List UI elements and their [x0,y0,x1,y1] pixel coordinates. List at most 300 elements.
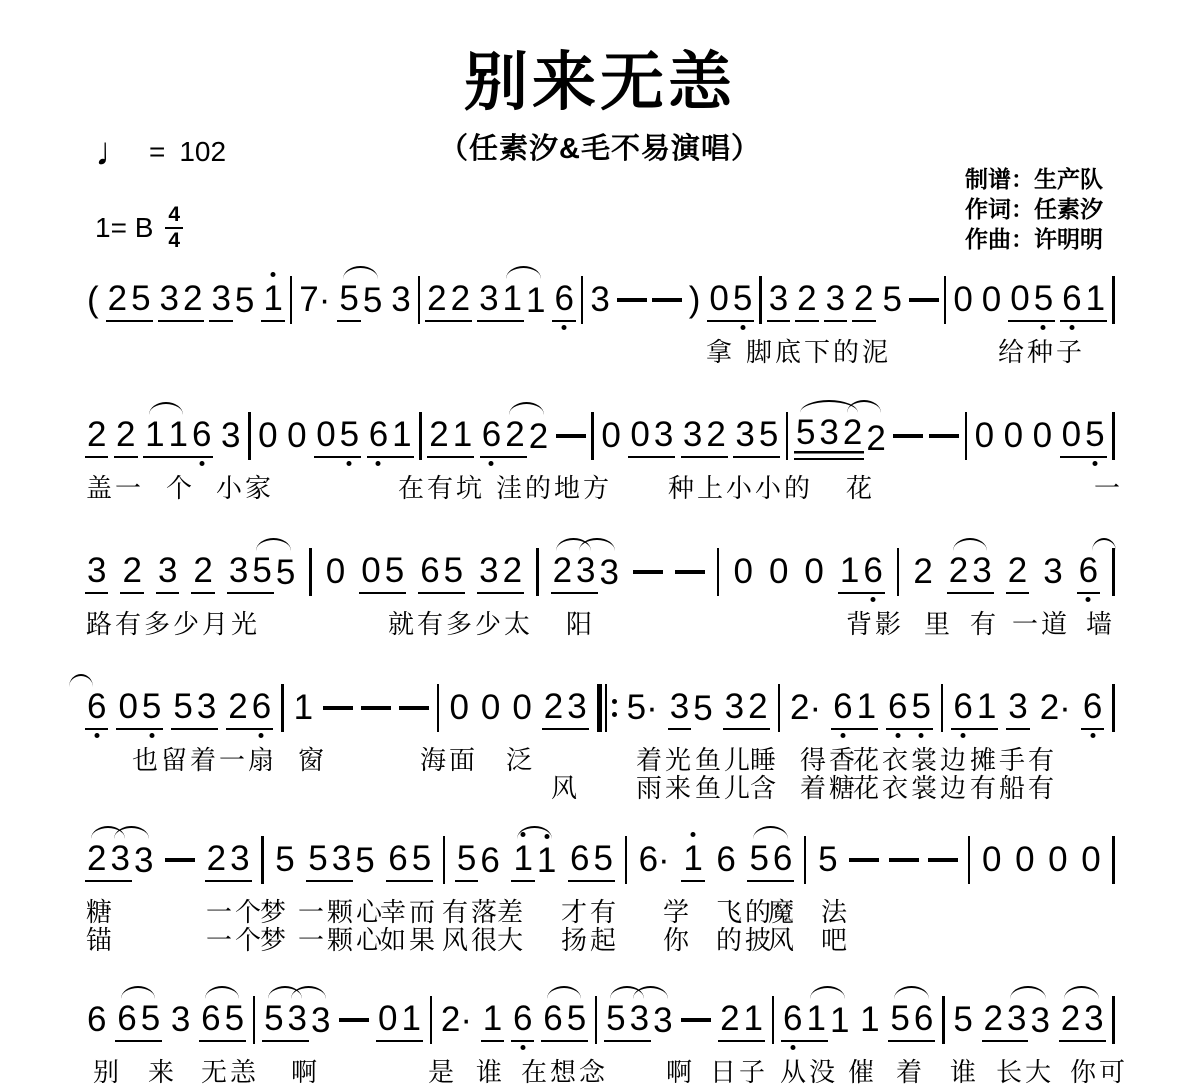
sustain-dash [165,858,195,862]
lyric: 大 [497,925,527,955]
note-group [480,415,550,458]
note-group [262,999,332,1042]
note-group [681,839,704,882]
lyric: 盖一 [86,473,145,503]
note: 5 [383,551,406,594]
time-signature-numerator: 4 [165,204,183,229]
lyric: 扬起 [561,925,620,955]
lyric: 有落 [442,897,501,927]
note: 5 [909,687,932,730]
note-group [1006,551,1029,594]
note: 5 [171,687,194,730]
note: 1 [742,999,765,1042]
note: 0 [1060,415,1083,458]
note: 3 [1043,551,1063,591]
barline [965,412,968,460]
barline [778,684,781,732]
note-group [425,279,472,322]
sustain-dash [652,298,682,302]
credit-composer: 作曲：许明明 [965,226,1103,252]
note: 2 [982,999,1005,1042]
barline [717,548,720,596]
barline [1112,548,1115,596]
note: 1 [804,999,827,1042]
lyrics-row [0,332,1200,367]
note-group [314,415,361,458]
note-group [418,551,465,594]
repeat-thick-bar [597,684,602,732]
tempo-equals: = [149,136,166,167]
note: 3 [681,415,704,458]
lyric: 催 [848,1057,878,1087]
sustain-dash [617,298,647,302]
lyric: 一个 [206,925,265,955]
lyric: 谁 [950,1057,980,1087]
note: 3 [628,999,651,1042]
note-group [824,279,847,322]
note: 6 [250,687,273,730]
barline [309,548,312,596]
note: 2 [85,415,108,458]
sustain-dash [323,706,353,710]
lyric: 一 [1094,473,1124,503]
note: 3 [824,279,847,322]
sustain-dash [633,570,663,574]
barline [536,548,539,596]
note-group [1059,999,1106,1042]
note: 5 [794,413,817,460]
note: 5 [129,279,152,322]
lyric: 如果 [380,925,439,955]
lyric: 个 [166,473,196,503]
note: 6 [85,687,108,730]
note: 0 [601,415,621,455]
note: 3 [108,839,131,882]
note-group [367,415,414,458]
note-group [668,687,715,730]
note: 0 [1081,839,1101,879]
lyric: 锚 [86,925,116,955]
note: 3 [195,687,218,730]
sustain-dash [675,570,705,574]
note: 5· [626,687,658,727]
note: 0 [628,415,651,458]
note: 2 [1059,999,1082,1042]
note: 5 [455,839,478,882]
note: 2 [542,687,565,730]
sustain-dash [681,1018,711,1022]
note-group [733,415,780,458]
sustain-dash [928,858,958,862]
note: 5 [275,839,295,879]
note-group [85,839,155,882]
note-group [205,839,252,882]
sustain-dash [929,434,959,438]
note: 3 [330,839,353,882]
note: 5 [888,999,911,1042]
note: 5 [757,415,780,458]
note: 2· [440,999,473,1039]
note-group [359,551,406,594]
barline [1112,836,1115,884]
lyric: 风很 [442,925,501,955]
lyric: 才有 [561,897,620,927]
note-group [85,415,108,458]
key-signature [95,204,183,252]
note-group [681,415,728,458]
barline [437,684,440,732]
note: 3 [85,551,108,594]
barline [1112,276,1115,324]
note: 5 [1083,415,1106,458]
note: 1 [390,415,413,458]
note: 6 [480,415,503,458]
note: 2 [226,687,249,730]
lyric: 背影 [846,609,905,639]
note: 0 [981,279,1002,319]
sustain-dash [399,706,429,710]
note: 3 [156,551,179,594]
note: 2 [503,415,526,458]
note-group [511,839,558,882]
lyric: 海面 [420,745,479,775]
note: 1 [501,279,524,322]
note: 2 [205,839,228,882]
note: 2 [1006,551,1029,594]
lyric: 在有坑 [398,473,486,503]
lyric: 鱼儿 [695,745,754,775]
lyric: 摊手 [970,745,1029,775]
repeat-dot [612,712,617,717]
note-group [386,839,433,882]
note: 3 [653,1000,673,1040]
lyrics-row [0,892,1200,927]
note-group [628,415,675,458]
note: 0 [982,839,1002,879]
score-body [0,272,1200,1087]
barline [248,412,251,460]
lyric: 差 [497,897,527,927]
notation-row [0,832,1200,888]
lyric: 谁 [476,1057,506,1087]
note: 6 [87,999,107,1039]
note: 0 [480,687,501,727]
note: 2 [746,687,769,730]
repeat-start-sign [597,684,617,732]
note-group [1060,415,1107,458]
lyric: 窗 [298,745,328,775]
note: 2 [427,415,450,458]
lyric: 睡 [750,745,780,775]
note-group [542,687,589,730]
note-group [199,999,246,1042]
repeat-dots [612,699,617,717]
note-group [707,279,754,322]
sustain-dash [849,858,879,862]
note-group [120,551,143,594]
note: 1 [681,839,704,882]
barline [1112,684,1115,732]
score-line [0,272,1200,408]
note: 0 [1003,415,1024,455]
note: 0 [325,551,346,591]
barline [1112,412,1115,460]
note: 1 [1084,279,1107,322]
lyric: 吧 [821,925,851,955]
song-subtitle: （任素汐&毛不易演唱） [439,133,761,165]
lyric: 含 [750,773,780,803]
note: 3 [723,687,746,730]
note: 0 [116,687,139,730]
lyric: 着糖 [800,773,859,803]
time-signature-denominator: 4 [168,229,181,253]
lyric: 着光 [636,745,695,775]
barline [1112,996,1115,1044]
score-line [0,992,1200,1087]
barline [772,996,775,1044]
note: 3 [1006,687,1029,730]
note: 2 [718,999,741,1042]
lyric: 就有多少太 [388,609,534,639]
sustain-dash [889,858,919,862]
note: 6 [1081,687,1104,730]
note-group [481,999,504,1042]
sustain-dash [361,706,391,710]
barline [581,276,584,324]
tie-arc [343,266,378,279]
lyric: 一个 [206,897,265,927]
barline [941,684,944,732]
lyric: 拿 [706,337,736,367]
tie-arc [506,266,542,279]
note-group [831,687,878,730]
note: 0 [804,551,824,591]
lyric: 无恙 [201,1057,260,1087]
note: 6 [115,999,138,1042]
note: 6 [716,839,736,879]
lyric: 花衣 [853,745,912,775]
note: 5 [262,999,285,1042]
note: 5 [337,279,360,322]
note-group [767,279,790,322]
lyric: 墙 [1086,609,1116,639]
note-group [306,839,376,882]
lyric: 得香 [800,745,859,775]
note: 0 [376,999,399,1042]
note: 3 [158,279,181,322]
sustain-dash [339,1018,369,1022]
lyrics-row [0,768,1200,803]
note: 2 [852,279,875,322]
note: 3 [817,413,840,460]
note: 6 [951,687,974,730]
note: 0 [1015,839,1035,879]
note: 2· [790,687,822,727]
note: 1 [855,687,878,730]
note: 0 [707,279,730,322]
score-line [0,408,1200,544]
note-group [947,551,994,594]
time-signature [165,204,183,252]
sustain-dash [556,434,586,438]
note-group [1060,279,1107,322]
note: 3 [286,999,309,1042]
note: 3 [970,551,993,594]
lyric: 路有多少月光 [86,609,261,639]
note: 0 [974,415,995,455]
note: 3 [668,687,691,730]
note-group [951,687,998,730]
lyrics-row [0,1052,1200,1087]
lyric: 也留着一扇 [132,745,278,775]
barline [290,276,293,324]
note-group [143,415,213,458]
note-group [781,999,851,1042]
note: 3 [209,279,232,322]
note: 0 [512,687,532,727]
barline [419,412,422,460]
barline [443,836,446,884]
note-group [747,839,794,882]
lyric: 着 [896,1057,926,1087]
note-group [116,687,163,730]
lyric: 长大 [996,1057,1055,1087]
note: 5 [355,840,375,880]
credit-lyricist: 作词：任素汐 [965,196,1103,222]
score-line [0,544,1200,680]
note: 0 [258,415,278,455]
credit-arranger: 制谱：生产队 [965,166,1103,192]
note: 5 [953,999,973,1039]
lyric: 的披 [716,925,775,955]
lyric: 从没 [780,1057,839,1087]
note: 2 [181,279,204,322]
note: 1 [511,839,534,882]
note: 5 [693,688,713,728]
tempo-marking [95,130,227,174]
note: 1 [481,999,504,1042]
note: 3 [652,415,675,458]
lyric: 飞的 [716,897,775,927]
lyric: 别 [93,1057,123,1087]
tempo-bpm: 102 [179,136,227,167]
note: 6 [912,999,935,1042]
note: 6 [781,999,804,1042]
note-group [106,279,153,322]
note: 5 [306,839,329,882]
note-group [85,687,108,730]
note: 5 [604,999,627,1042]
note-group [886,687,933,730]
note: 6 [541,999,564,1042]
note: 1 [860,999,880,1039]
note: 3 [767,279,790,322]
note: 3 [391,279,411,319]
note: 5 [882,279,902,319]
lyric: 糖 [86,897,116,927]
note-group [551,551,621,594]
lyric: 鱼儿 [695,773,754,803]
lyrics-row [0,604,1200,639]
quarter-note-icon: ♩ [95,130,135,174]
note: 5 [591,839,614,882]
note-group [337,279,384,322]
note: 2 [114,415,137,458]
note: 2 [913,551,933,591]
note-group [794,413,888,460]
note: 2 [704,415,727,458]
note: 3 [311,1000,331,1040]
lyric: 有船 [970,773,1029,803]
note: 5 [234,280,255,320]
lyric: 风 [551,773,581,803]
sustain-dash [909,298,939,302]
note: 2 [947,551,970,594]
lyric: 雨来 [636,773,695,803]
note-group [427,415,474,458]
note-group [723,687,770,730]
lyric: 啊 [291,1057,321,1087]
note: 6 [861,551,884,594]
note-group [158,279,205,322]
key-label: 1= B [95,212,154,244]
lyric: 阳 [566,609,596,639]
lyric: 给种子 [998,337,1086,367]
note: 6 [568,839,591,882]
note: 3 [477,551,500,594]
note: 3 [477,279,500,322]
lyric: 花衣 [853,773,912,803]
song-title: 别来无恙 [464,46,736,118]
note-group [261,279,284,322]
note: 3 [590,279,610,319]
note-group [226,687,273,730]
lyric: 啊 [666,1057,696,1087]
note: 6 [771,839,794,882]
note: 3 [170,999,191,1039]
note-group [511,999,534,1042]
note-group [541,999,588,1042]
note: 1 [167,415,190,458]
note-group [115,999,162,1042]
note: ) [688,279,701,319]
score-line [0,680,1200,832]
note: 1 [451,415,474,458]
note: 2 [528,416,549,456]
note: 3 [1030,1000,1050,1040]
notation-row [0,544,1200,600]
note: 0 [449,687,469,727]
lyric: 来 [148,1057,178,1087]
barline [595,996,598,1044]
note-group [568,839,615,882]
note-group [838,551,885,594]
barline [430,996,433,1044]
lyric: 你 [663,925,693,955]
note: 3 [227,551,250,594]
note: 5 [250,551,273,594]
barline [786,412,789,460]
note: 2 [841,413,864,460]
note: 6 [418,551,441,594]
note: 1 [829,1000,850,1040]
barline [261,836,264,884]
lyric: 是 [428,1057,458,1087]
lyric: 魔 [768,897,798,927]
notation-row [0,408,1200,464]
repeat-dot [612,699,617,704]
note-group [114,415,137,458]
